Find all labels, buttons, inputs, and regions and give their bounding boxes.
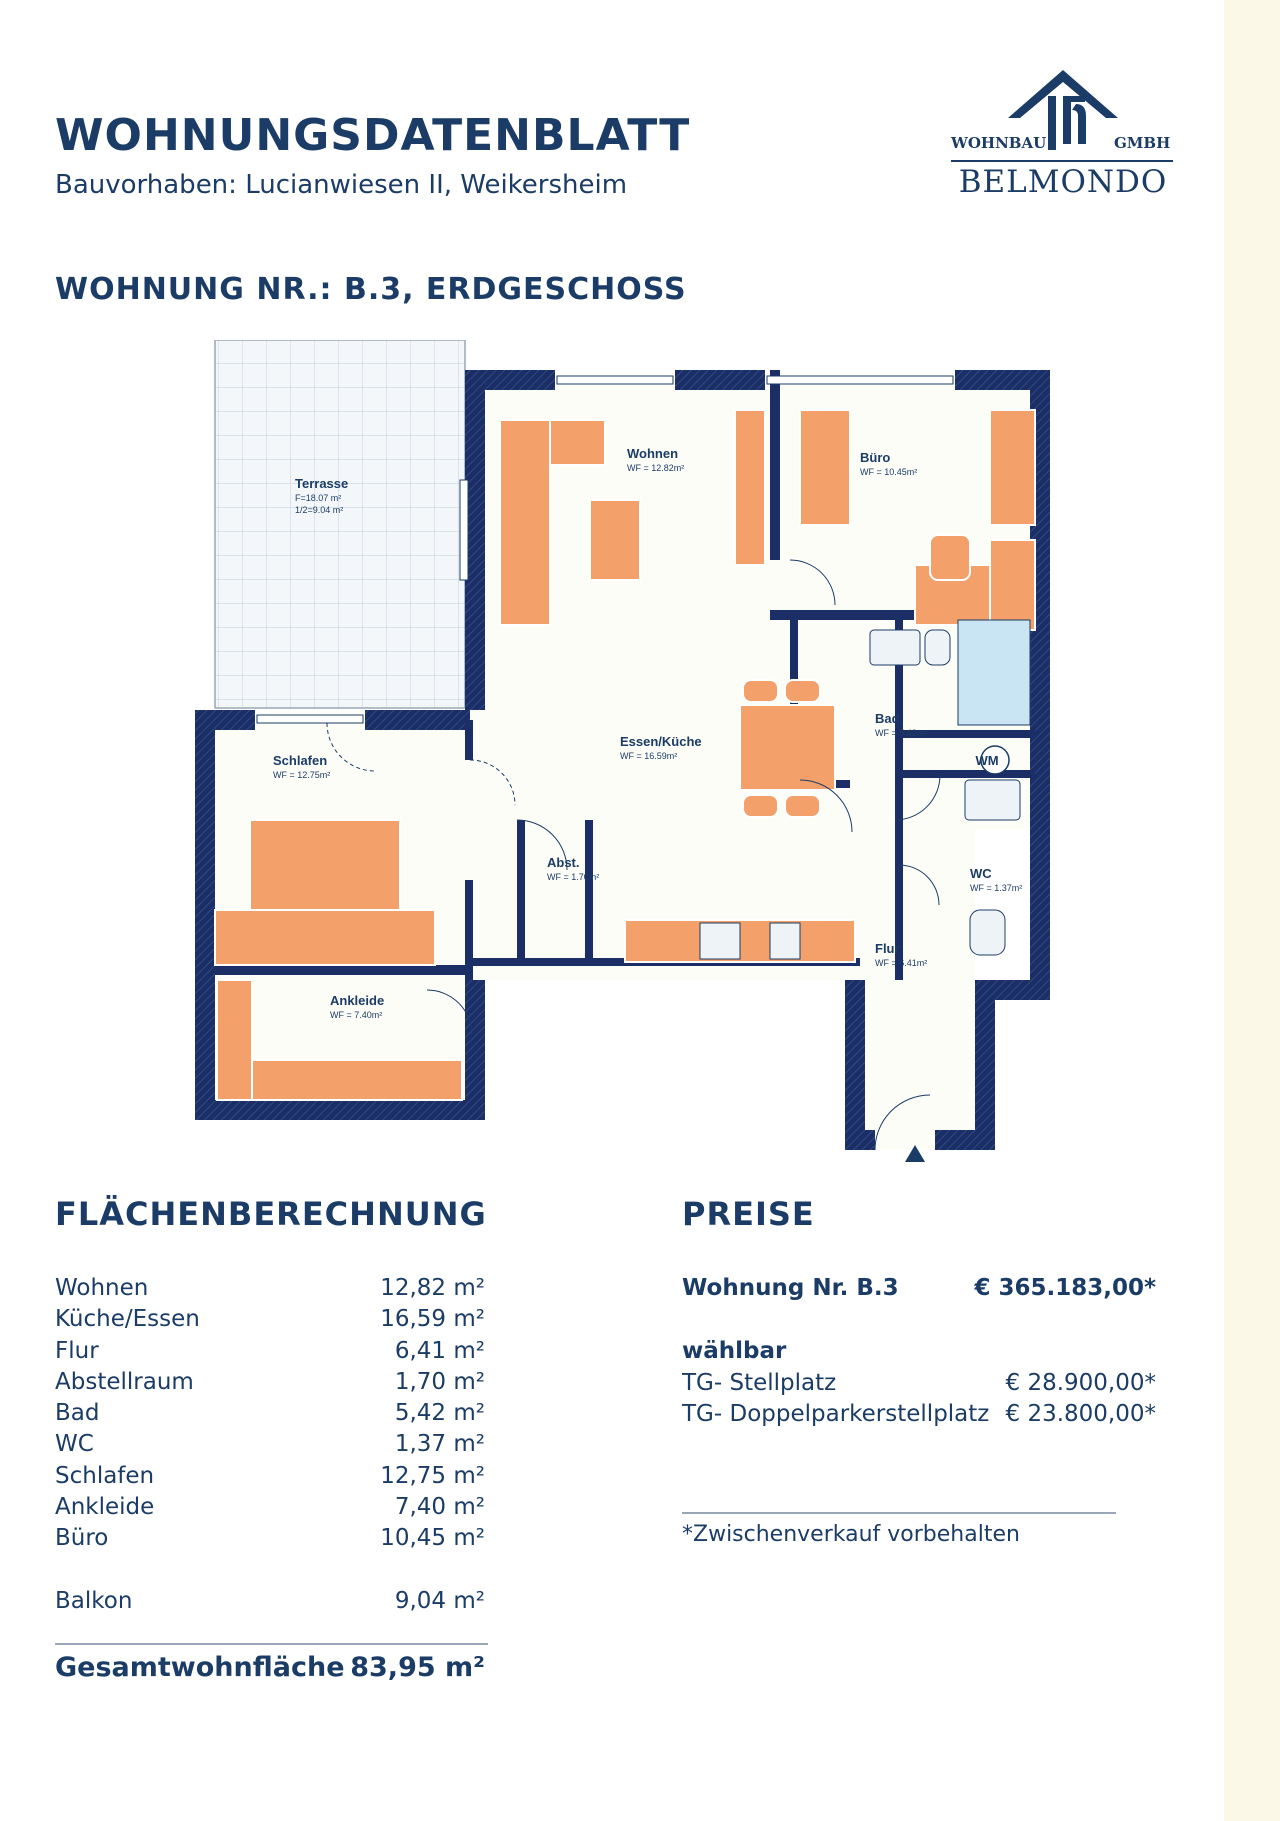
room-area-ankleide: WF = 7.40m² (330, 1010, 383, 1020)
logo-rule (951, 160, 1173, 162)
logo-word-wohnbau: WOHNBAU (951, 134, 1047, 152)
area-value: 16,59 m² (380, 1306, 485, 1333)
room-label-buero: Büro (860, 450, 891, 465)
floor-plan-drawing (195, 340, 1065, 1170)
balkon-name: Balkon (55, 1588, 133, 1614)
area-name: Büro (55, 1525, 109, 1552)
area-table (55, 1275, 485, 1557)
area-row (55, 1400, 485, 1431)
room-area-wc: WF = 1.37m² (970, 883, 1023, 893)
area-name: Wohnen (55, 1275, 149, 1301)
optional-label: wählbar (682, 1338, 787, 1364)
company-logo (948, 52, 1178, 204)
balkon-row (55, 1588, 485, 1618)
room-label-essen-kueche: Essen/Küche (620, 734, 702, 749)
area-name: Bad (55, 1400, 100, 1427)
room-area-essen-kueche: WF = 16.59m² (620, 751, 678, 761)
price-value: € 23.800,00* (1005, 1401, 1156, 1427)
total-value: 83,95 m² (350, 1652, 485, 1683)
room-area-flur: WF = 6.41m² (875, 958, 928, 968)
logo-word-gmbh: GMBH (1114, 134, 1171, 152)
room-area-terrasse: F=18.07 m² (295, 493, 342, 503)
room-area-buero: WF = 10.45m² (860, 467, 918, 477)
room-area-schlafen: WF = 12.75m² (273, 770, 331, 780)
area-value: 10,45 m² (380, 1525, 485, 1552)
area-value: 1,70 m² (394, 1368, 485, 1395)
area-name: Abstellraum (55, 1368, 194, 1395)
area-name: Schlafen (55, 1462, 155, 1489)
area-value: 5,42 m² (394, 1400, 485, 1427)
area-row (55, 1463, 485, 1494)
total-row (55, 1652, 485, 1686)
document-title: WOHNUNGSDATENBLATT (55, 110, 691, 161)
area-row (55, 1494, 485, 1525)
area-row (55, 1431, 485, 1462)
optional-heading (682, 1338, 1156, 1368)
area-value: 1,37 m² (394, 1431, 485, 1458)
terrace-area (215, 340, 465, 708)
room-area-bad: WF = 5.42m² (875, 728, 928, 738)
price-name: Wohnung Nr. B.3 (682, 1275, 899, 1301)
area-row (55, 1369, 485, 1400)
area-name: Küche/Essen (55, 1306, 200, 1333)
area-row (55, 1306, 485, 1337)
side-strip (1224, 0, 1280, 1821)
room-label-flur: Flur (875, 941, 900, 956)
area-value: 6,41 m² (394, 1337, 485, 1364)
price-value: € 365.183,00* (974, 1275, 1156, 1301)
areas-heading: FLÄCHENBERECHNUNG (55, 1195, 487, 1233)
balkon-value: 9,04 m² (394, 1588, 485, 1614)
total-divider (55, 1643, 488, 1645)
disclaimer-note: *Zwischenverkauf vorbehalten (682, 1522, 1020, 1547)
area-name: Ankleide (55, 1494, 155, 1521)
room-label-wc: WC (970, 866, 992, 881)
shower (958, 620, 1030, 725)
note-divider (682, 1512, 1116, 1514)
room-label-bad: Bad (875, 711, 900, 726)
price-value: € 28.900,00* (1005, 1370, 1156, 1396)
prices-heading: PREISE (682, 1195, 815, 1233)
room-label-schlafen: Schlafen (273, 753, 328, 768)
room-label-wohnen: Wohnen (627, 446, 679, 461)
room-label-terrasse: Terrasse (295, 476, 349, 491)
area-value: 7,40 m² (394, 1494, 485, 1521)
total-name: Gesamtwohnfläche (55, 1652, 345, 1683)
room-label-abst: Abst. (547, 855, 580, 870)
price-row-option (682, 1370, 1156, 1400)
unit-heading: WOHNUNG NR.: B.3, ERDGESCHOSS (55, 272, 687, 307)
price-row-unit (682, 1275, 1156, 1305)
project-subtitle: Bauvorhaben: Lucianwiesen II, Weikersheim (55, 170, 628, 200)
area-row (55, 1525, 485, 1556)
area-row (55, 1338, 485, 1369)
area-value: 12,82 m² (380, 1275, 485, 1301)
room-area-abst: WF = 1.70m² (547, 872, 600, 882)
area-row (55, 1275, 485, 1306)
area-value: 12,75 m² (380, 1462, 485, 1489)
area-name: WC (55, 1431, 94, 1458)
floor-plan (195, 340, 1065, 1170)
room-area-terrasse-half: 1/2=9.04 m² (295, 505, 344, 515)
room-area-wohnen: WF = 12.82m² (627, 463, 685, 473)
room-label-ankleide: Ankleide (330, 993, 385, 1008)
area-name: Flur (55, 1337, 99, 1364)
price-name: TG- Doppelparkerstellplatz (682, 1401, 990, 1427)
price-name: TG- Stellplatz (682, 1370, 837, 1396)
logo-name: BELMONDO (958, 164, 1168, 200)
price-row-option (682, 1401, 1156, 1431)
washing-machine-label: WM (975, 753, 999, 768)
